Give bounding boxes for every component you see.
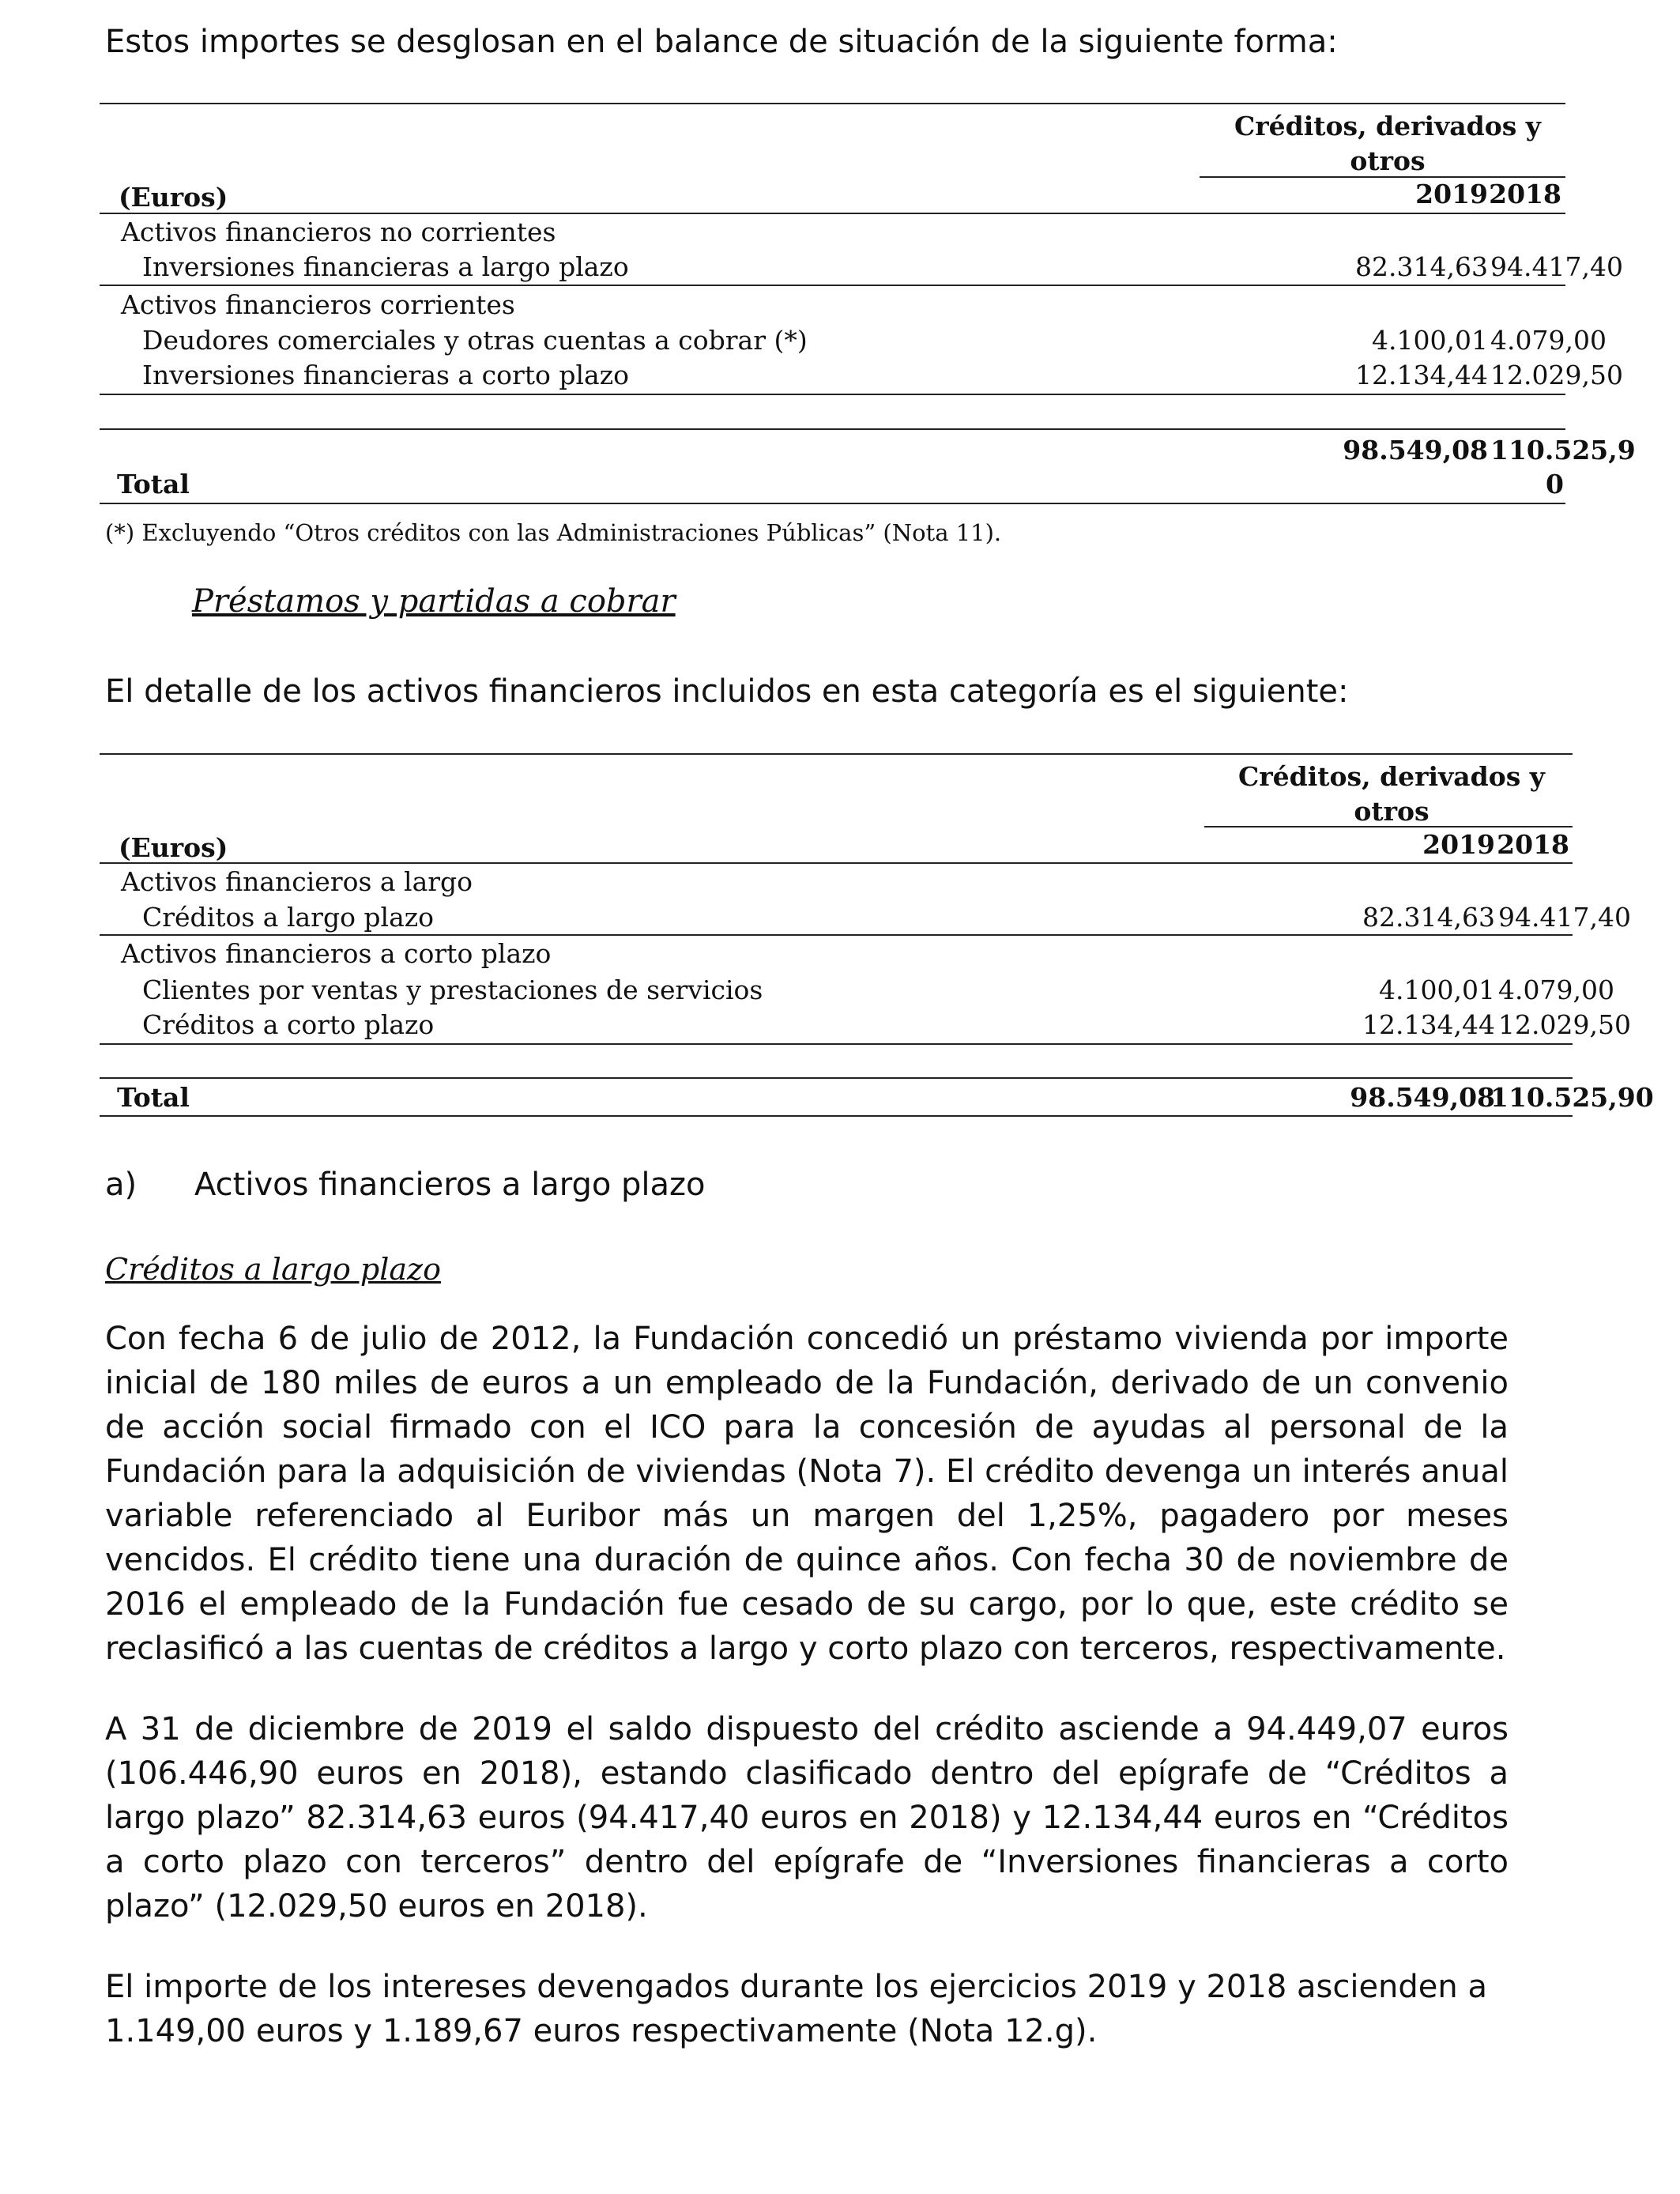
table-top-rule (100, 103, 1565, 104)
paragraph: Con fecha 6 de julio de 2012, la Fundación concedió un préstamo vivienda por importe inicial de 180 miles de euros a un empleado de la Fundación, derivado de un convenio de acción social firmado con el ICO para la concesión de ayudas al personal de la Fundación para la adquisición de viviendas (Nota 7). El crédito devenga un interés anual variable referenciado al Euribor más un margen del 1,25%, pagadero por meses vencidos. El crédito tiene una duración de quince años. Con fecha 30 de noviembre de 2016 el empleado de la Fundación fue cesado de su cargo, por lo que, este crédito se reclasificó a las cuentas de créditos a largo y corto plazo con terceros, respectivamente. (105, 1321, 1509, 1667)
total-value-2018: 110.525,90 (1490, 1082, 1654, 1113)
column-group-header: Créditos, derivados y otros (1234, 111, 1541, 176)
group-header-rule (1204, 826, 1573, 827)
subtotal-rule (100, 1043, 1573, 1045)
row-label: Activos financieros a corto plazo (121, 938, 552, 969)
total-value-2019: 98.549,08 (1350, 1082, 1495, 1113)
intro-text-1: Estos importes se desglosan en el balance de situación de la siguiente forma: (105, 24, 1338, 60)
row-value-2018: 4.079,00 (1498, 974, 1614, 1005)
subtotal-rule (100, 394, 1565, 395)
header-bottom-rule (100, 213, 1565, 214)
total-top-rule (100, 1077, 1573, 1079)
detail-table (100, 753, 1654, 1125)
row-label: Créditos a corto plazo (142, 1009, 435, 1040)
row-value-2019: 82.314,63 (1355, 251, 1488, 282)
table-top-rule (100, 753, 1573, 755)
row-label: Activos financieros a largo (121, 866, 473, 897)
section-marker: a) (105, 1167, 137, 1203)
total-label: Total (117, 469, 190, 499)
row-label: Inversiones financieras a largo plazo (142, 251, 629, 282)
row-value-2018: 12.029,50 (1490, 360, 1623, 390)
group-header-rule (1200, 176, 1565, 178)
row-label: Activos financieros no corrientes (121, 217, 556, 247)
row-label: Clientes por ventas y prestaciones de servicios (142, 974, 763, 1005)
row-label: Activos financieros corrientes (121, 289, 515, 320)
paragraph: A 31 de diciembre de 2019 el saldo dispuesto del crédito asciende a 94.449,07 euros (106.446,90 euros en 2018), estando clasificado dentro del epígrafe de “Créditos a largo plazo” 82.314,63 euros (94.417,40 euros en 2018) y 12.134,44 euros en “Créditos a corto plazo con terceros” dentro del epígrafe de “Inversiones financieras a corto plazo” (12.029,50 euros en 2018). (105, 1711, 1509, 1924)
row-label: Inversiones financieras a corto plazo (142, 360, 629, 390)
year-header-2019: 2019 (1422, 829, 1495, 860)
column-group-header: Créditos, derivados y otros (1238, 761, 1545, 827)
row-value-2019: 12.134,44 (1355, 360, 1488, 390)
year-header-2019: 2019 (1415, 179, 1488, 209)
subheading-prestamos: Préstamos y partidas a cobrar (192, 583, 676, 620)
row-value-2019: 82.314,63 (1362, 902, 1495, 933)
intro-text-2: El detalle de los activos financieros incluidos en esta categoría es el siguiente: (105, 673, 1349, 710)
row-value-2019: 12.134,44 (1362, 1009, 1495, 1040)
total-value-2018-line2: 0 (1546, 469, 1564, 499)
row-value-2018: 94.417,40 (1498, 902, 1631, 933)
table-bottom-rule (100, 503, 1565, 504)
section-title: Activos financieros a largo plazo (194, 1167, 706, 1203)
total-top-rule (100, 428, 1565, 430)
row-value-2018: 12.029,50 (1498, 1009, 1631, 1040)
row-label: Deudores comerciales y otras cuentas a cobrar (*) (142, 325, 808, 356)
total-value-2019: 98.549,08 (1343, 435, 1488, 466)
section-rule (100, 285, 1565, 286)
balance-table (100, 103, 1636, 506)
section-rule (100, 934, 1573, 936)
table-bottom-rule (100, 1115, 1573, 1117)
row-value-2019: 4.100,01 (1379, 974, 1495, 1005)
header-bottom-rule (100, 862, 1573, 864)
subheading-creditos: Créditos a largo plazo (105, 1252, 441, 1287)
year-header-2018: 2018 (1497, 829, 1569, 860)
total-value-2018-line1: 110.525,9 (1490, 435, 1636, 466)
row-value-2019: 4.100,01 (1372, 325, 1488, 356)
row-value-2018: 94.417,40 (1490, 251, 1623, 282)
unit-label: (Euros) (119, 832, 228, 863)
row-label: Créditos a largo plazo (142, 902, 435, 933)
footnote: (*) Excluyendo “Otros créditos con las Administraciones Públicas” (Nota 11). (105, 519, 1002, 546)
year-header-2018: 2018 (1489, 179, 1561, 209)
paragraph: El importe de los intereses devengados durante los ejercicios 2019 y 2018 ascienden a 1.149,00 euros y 1.189,67 euros respectivamente (Nota 12.g). (105, 1969, 1487, 2049)
row-value-2018: 4.079,00 (1490, 325, 1607, 356)
total-label: Total (117, 1082, 190, 1113)
unit-label: (Euros) (119, 182, 228, 213)
